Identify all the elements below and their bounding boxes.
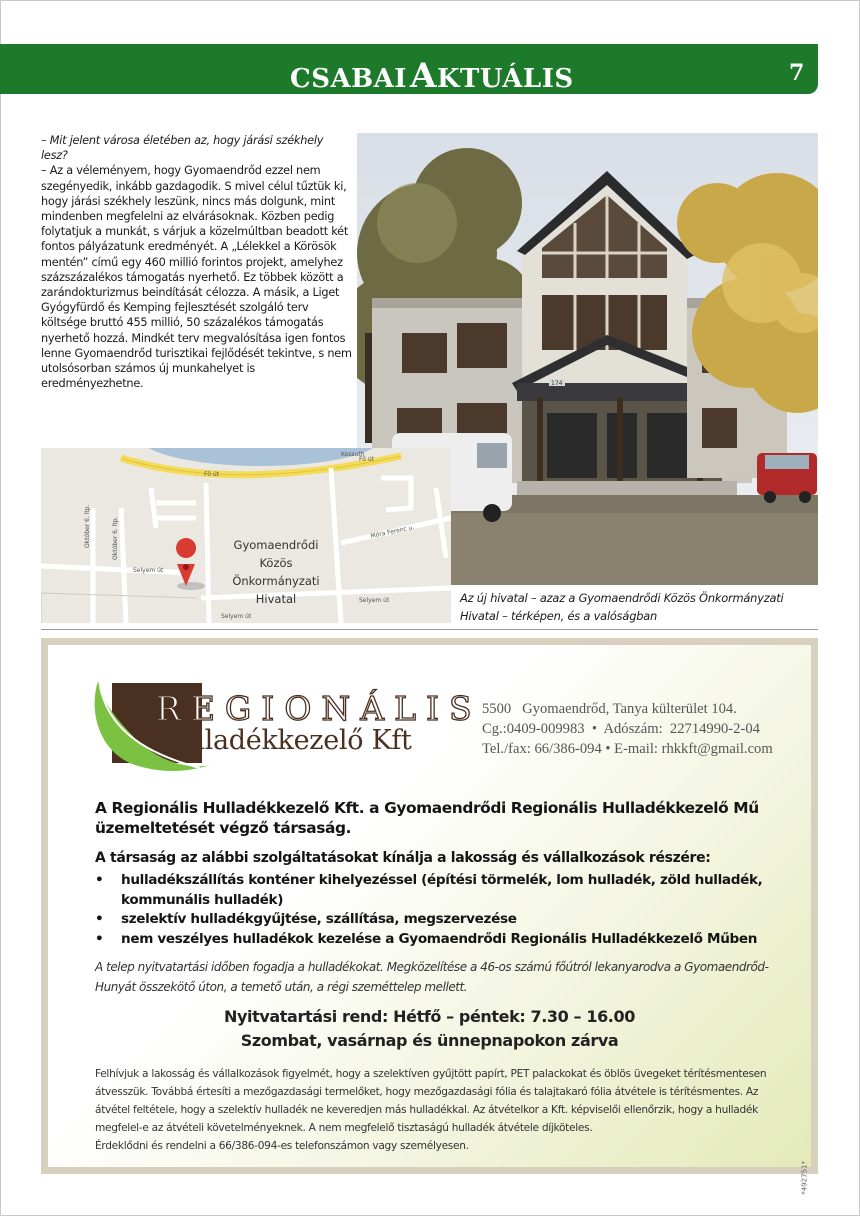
ad-contact-line: Érdeklődni és rendelni a 66/386-094-es telefonszámon vagy személyesen. (95, 1140, 469, 1152)
map-street-fo-ut: Fő út (204, 471, 219, 478)
map-street-oktober: Október 6. ltp. (84, 504, 91, 548)
contact-address: 5500 Gyomaendrőd, Tanya külterület 104. (482, 701, 737, 717)
ad-headline: A Regionális Hulladékkezelő Kft. a Gyomaendrődi Regionális Hulladékkezelő Mű üzemeltetését végző társaság. (95, 799, 759, 837)
ad-body-paragraph: Felhívjuk a lakosság és vállalkozások figyelmét, hogy a szelektíven gyűjtött papírt, PET palackokat és öblös üvegeket térítésmentesen átvesszük. Továbbá értesíti a mezőgazdasági termelőket, hogy mezőgazdasági fólia és talajtakaró fólia átvétele is térítésmentes. Az átvétel feltétele, hogy a szelektív hulladék ne keveredjen más hulladékkal. Az átvételkor a Kft. képviselői ellenőrzik, hogy a hulladék megfelel-e az átvételi követelményeknek. A nem megfelelő tisztaságú hulladék átvétele díjköteles. (95, 1068, 767, 1134)
list-item: • szelektív hulladékgyűjtése, szállítása, megszervezése (95, 910, 785, 930)
advertisement (41, 638, 818, 1195)
map-street-selyem: Selyem út (133, 567, 164, 574)
weekend-closed: Szombat, vasárnap és ünnepnapokon zárva (240, 1031, 619, 1050)
access-note: A telep nyitvatartási időben fogadja a hulladékokat. Megközelítése a 46-os számú főútról lekanyarodva a Gyomaendrőd-Hunyát összekötő úton, a temető után, a régi szeméttelep mellett. (95, 960, 769, 994)
building-number: 174 (551, 380, 563, 387)
contact-registration: Cg.:0409-009983 • Adószám: 22714990-2-04 (482, 721, 760, 737)
magazine-title: CSABAI AKTUÁLIS (290, 56, 574, 96)
location-map (41, 448, 451, 623)
interview-article (41, 133, 353, 391)
list-item: • hulladékszállítás konténer kihelyezéssel (építési törmelék, lom hulladék, zöld hulladék, kommunális hulladék) (95, 871, 785, 910)
logo-text-line1: REGIONÁLIS (156, 689, 482, 728)
map-street-selyem-3: Selyem út (221, 613, 252, 620)
map-street-oktober-2: Október 6. ltp. (112, 516, 119, 560)
interview-question: – Mit jelent városa életében az, hogy járási székhely lesz? (41, 134, 324, 163)
logo-text-line2: Hulladékkezelő Kft (156, 725, 412, 756)
ad-body-text (95, 1065, 795, 1155)
map-street-kossuth: Kossuth (341, 451, 365, 458)
photo-caption: Az új hivatal – azaz a Gyomaendrődi Közös Önkormányzati Hivatal – térképen, és a valóságban (460, 591, 784, 623)
contact-phone-email: Tel./fax: 66/386-094 • E-mail: rhkkft@gmail.com (482, 741, 773, 757)
section-divider (41, 629, 818, 630)
opening-hours: Nyitvatartási rend: Hétfő – péntek: 7.30 – 16.00 (224, 1007, 635, 1026)
map-label-line: Közös (259, 556, 293, 570)
page-number: 7 (789, 60, 805, 86)
contact-block (482, 699, 773, 759)
list-item: • nem veszélyes hulladékok kezelése a Gyomaendrődi Regionális Hulladékkezelő Műben (95, 930, 785, 950)
services-intro: A társaság az alábbi szolgáltatásokat kínálja a lakosság és vállalkozások részére: (95, 850, 711, 866)
map-street-selyem-2: Selyem út (359, 597, 390, 604)
ad-code: *492751* (801, 1161, 809, 1195)
interview-answer: – Az a véleményem, hogy Gyomaendrőd ezzel nem szegényedik, inkább gazdagodik. S mivel célul tűztük ki, hogy járási székhely leszünk, nincs más dolgunk, mint mindenben megfelelni az elvárásoknak. Közben pedig folytatjuk a munkát, s várjuk a közelmúltban beadott két fontos pályázatunk eredményét. A „Lélekkel a Körösök mentén” című egy 460 millió forintos projekt, amelyhez százszázalékos támogatás nyerhető. Ez többek között a zarándokturizmus beindítását célozza. A másik, a Liget Gyógyfürdő és Kemping fejlesztését szolgáló terv költsége bruttó 455 millió, 50 százalékos támogatás nyerhető hozzá. Mindkét terv megvalósítása igen fontos lenne Gyomaendrőd turisztikai fejlődését tekintve, s nem utolsósorban számos új munkahelyet is eredményezhetne. (41, 164, 352, 391)
map-street-fo-ut-2: Fő út (359, 456, 374, 463)
map-label-line: Hivatal (255, 592, 297, 606)
map-label-line: Önkormányzati (232, 574, 320, 588)
map-street-mora: Móra Ferenc u. (369, 523, 415, 540)
map-label-line: Gyomaendrődi (233, 538, 319, 552)
services-list (95, 871, 785, 949)
map-location-label (221, 536, 331, 608)
